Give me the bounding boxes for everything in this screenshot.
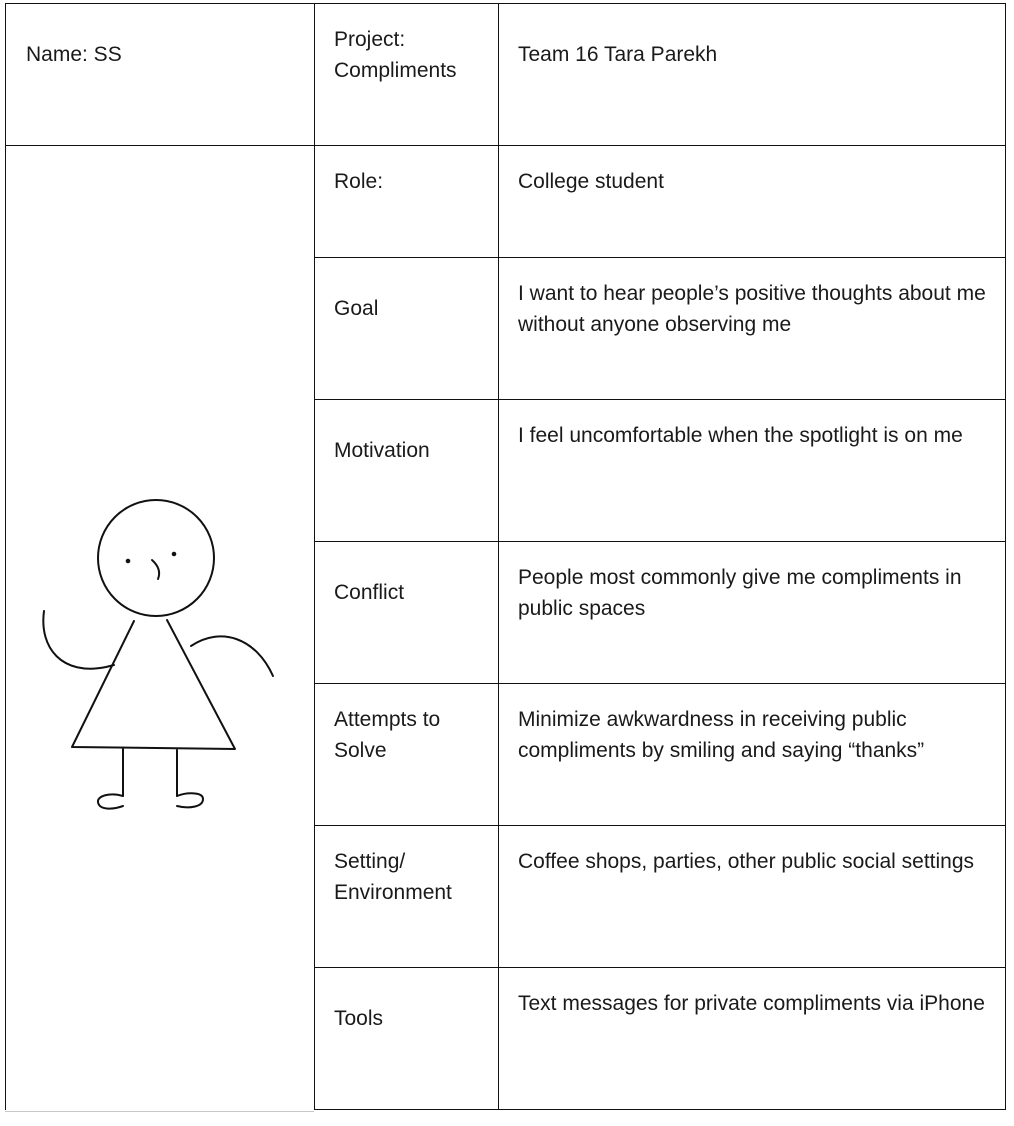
figure-left-eye [127, 560, 130, 563]
figure-right-eye [173, 553, 176, 556]
row-value: I want to hear people’s positive thoughts about me without anyone observing me [499, 258, 1006, 400]
figure-right-foot [177, 793, 203, 807]
row-value: Coffee shops, parties, other public social settings [499, 826, 1006, 968]
figure-body [72, 620, 235, 749]
row-value: I feel uncomfortable when the spotlight is on me [499, 400, 1006, 542]
stick-figure-drawing-icon [6, 146, 315, 1114]
persona-image-cell [6, 146, 315, 1110]
row-value: Minimize awkwardness in receiving public compliments by smiling and saying “thanks” [499, 684, 1006, 826]
project-value: Team 16 Tara Parekh [499, 4, 1006, 146]
row-label: Conflict [315, 542, 499, 684]
row-label: Goal [315, 258, 499, 400]
table-row-role [6, 146, 1006, 258]
project-label-line1: Project: [334, 28, 406, 51]
figure-head [98, 500, 214, 616]
figure-right-arm [191, 636, 273, 676]
row-value: College student [499, 146, 1006, 258]
figure-left-arm [43, 611, 114, 669]
project-label [315, 4, 499, 146]
row-value: People most commonly give me compliments in public spaces [499, 542, 1006, 684]
image-cell-bottom-edge [5, 1111, 314, 1112]
persona-name: Name: SS [6, 4, 315, 146]
figure-left-foot [98, 794, 123, 808]
row-label: Setting/ Environment [315, 826, 499, 968]
figure-mouth [152, 560, 159, 579]
row-label: Role: [315, 146, 499, 258]
row-label: Tools [315, 968, 499, 1110]
row-label: Attempts to Solve [315, 684, 499, 826]
row-label: Motivation [315, 400, 499, 542]
stick-figure [43, 500, 273, 809]
persona-table [5, 3, 1006, 1110]
project-label-line2: Compliments [334, 59, 457, 82]
header-row [6, 4, 1006, 146]
row-value: Text messages for private compliments via iPhone [499, 968, 1006, 1110]
